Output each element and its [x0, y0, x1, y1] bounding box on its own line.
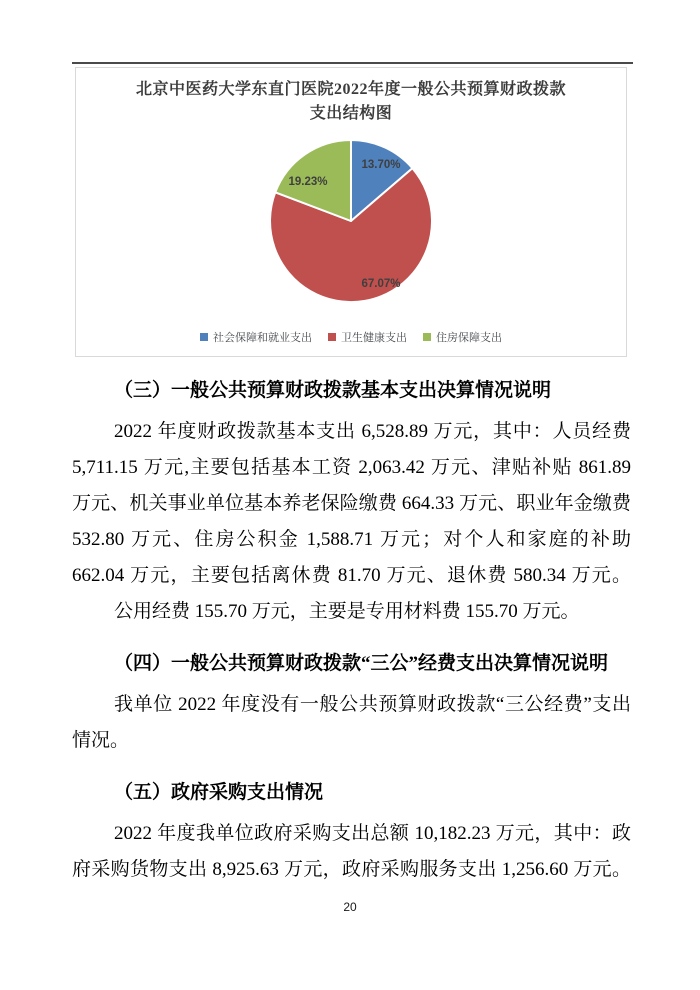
- section-heading-4: （四）一般公共预算财政拨款“三公”经费支出决算情况说明: [114, 653, 609, 674]
- legend-swatch-green-icon: [423, 333, 431, 341]
- legend-item-housing: [423, 329, 502, 345]
- paragraph-line: 662.04 万元，主要包括离休费 81.70 万元、退休费 580.34 万元。: [72, 565, 631, 586]
- legend-item-health: [328, 329, 407, 345]
- legend-label: 卫生健康支出: [341, 332, 407, 344]
- paragraph-line: 532.80 万元、住房公积金 1,588.71 万元；对个人和家庭的补助: [72, 529, 631, 550]
- paragraph-line: 5,711.15 万元,主要包括基本工资 2,063.42 万元、津贴补贴 861.89: [72, 457, 631, 478]
- header-rule-divider: [72, 62, 633, 64]
- legend-label: 住房保障支出: [436, 332, 502, 344]
- legend-swatch-blue-icon: [200, 333, 208, 341]
- pie-label-health: 67.07%: [361, 278, 401, 291]
- paragraph-line: 2022 年度财政拨款基本支出 6,528.89 万元，其中：人员经费: [114, 421, 631, 442]
- paragraph-line: 万元、机关事业单位基本养老保险缴费 664.33 万元、职业年金缴费: [72, 493, 631, 514]
- paragraph-line: 情况。: [72, 730, 130, 751]
- paragraph-line: 2022 年度我单位政府采购支出总额 10,182.23 万元，其中：政: [114, 823, 631, 844]
- document-body: [72, 357, 631, 888]
- section-heading-3: （三）一般公共预算财政拨款基本支出决算情况说明: [114, 380, 552, 401]
- paragraph-line: 府采购货物支出 8,925.63 万元，政府采购服务支出 1,256.60 万元。: [72, 859, 631, 880]
- chart-title: [76, 78, 626, 126]
- legend-swatch-red-icon: [328, 333, 336, 341]
- paragraph-line: 公用经费 155.70 万元，主要是专用材料费 155.70 万元。: [114, 601, 580, 622]
- pie-label-housing: 19.23%: [288, 176, 328, 189]
- chart-container: [75, 67, 627, 357]
- paragraph-line: 我单位 2022 年度没有一般公共预算财政拨款“三公经费”支出: [114, 694, 631, 715]
- section-heading-5: （五）政府采购支出情况: [114, 782, 324, 803]
- chart-title-line2: 支出结构图: [309, 105, 393, 122]
- chart-legend: [76, 329, 626, 345]
- page-number: 20: [343, 900, 357, 914]
- pie-label-social-security: 13.70%: [361, 159, 401, 172]
- legend-item-social-security: [200, 329, 312, 345]
- chart-title-line1: 北京中医药大学东直门医院2022年度一般公共预算财政拨款: [135, 81, 566, 98]
- legend-label: 社会保障和就业支出: [213, 332, 312, 344]
